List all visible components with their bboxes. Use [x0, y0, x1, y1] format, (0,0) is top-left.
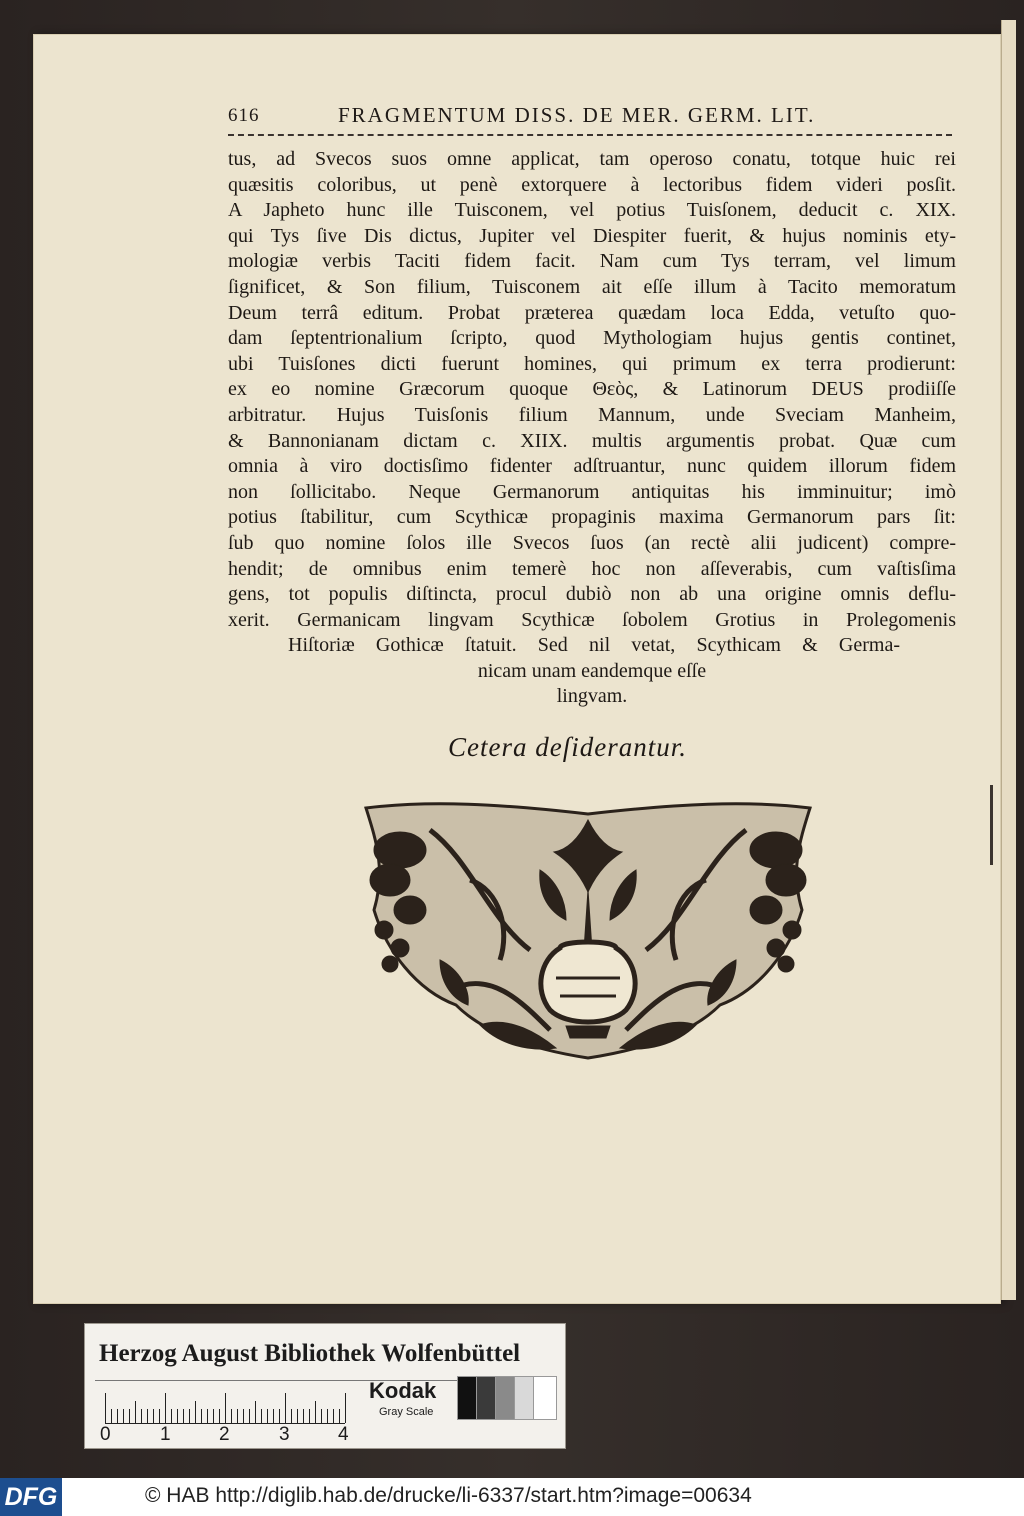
ruler-tick [219, 1409, 220, 1423]
text-line: lingvam. [556, 685, 628, 708]
text-line: & Bannonianam dictam c. XIIX. multis argumentis probat. Quæ cum [228, 429, 956, 452]
text-line: hendit; de omnibus enim temerè hoc non aſſeverabis, cum vaſtisſima [228, 557, 956, 580]
adjacent-page-edge [1001, 20, 1016, 1300]
ruler-tick [279, 1409, 280, 1423]
text-line: ſub quo nomine ſolos ille Svecos ſuos (an rectè alii judicent) compre- [228, 531, 956, 554]
text-line: Deum terrâ editum. Probat præterea quædam loca Edda, vetuſto quo- [228, 301, 956, 324]
header-rule [228, 134, 952, 136]
page-edge-shadow [990, 785, 993, 865]
woodcut-vase-flower-ornament-icon [360, 800, 816, 1062]
ruler-number: 4 [338, 1424, 349, 1445]
ruler-tick [345, 1393, 346, 1423]
ruler-tick [237, 1409, 238, 1423]
ruler-tick [147, 1409, 148, 1423]
ruler-number: 2 [219, 1424, 230, 1445]
ruler-tick [315, 1401, 316, 1423]
text-line: tus, ad Svecos suos omne applicat, tam operoso conatu, totque huic rei [228, 148, 956, 170]
ruler-tick [171, 1409, 172, 1423]
ruler-tick [255, 1401, 256, 1423]
page-number: 616 [228, 105, 260, 126]
ruler-tick [261, 1409, 262, 1423]
ruler-tick [105, 1393, 106, 1423]
ruler-tick [201, 1409, 202, 1423]
text-line: Hiſtoriæ Gothicæ ſtatuit. Sed nil vetat, Scythicam & Germa- [288, 634, 900, 657]
text-line: omnia à viro doctisſimo fidenter adſtruantur, nunc quidem illorum fidem [228, 455, 956, 478]
text-line: nicam unam eandemque eſſe [477, 659, 707, 682]
ruler-tick [231, 1409, 232, 1423]
ruler-tick [141, 1409, 142, 1423]
dfg-logo: DFG [0, 1478, 62, 1516]
ruler-tick [189, 1409, 190, 1423]
text-line: potius ſtabilitur, cum Scythicæ propaginis maxima Germanorum pars ſit: [228, 506, 956, 529]
text-line: ex eo nomine Græcorum quoque Θεὸς, & Latinorum DEUS prodiiſſe [228, 378, 956, 401]
ruler-tick [165, 1393, 166, 1423]
closing-note: Cetera deſiderantur. [448, 732, 687, 762]
running-head: FRAGMENTUM DISS. DE MER. GERM. LIT. [338, 103, 816, 127]
text-line: xerit. Germanicam lingvam Scythicæ ſobolem Grotius in Prolegomenis [228, 608, 956, 631]
ruler-tick [213, 1409, 214, 1423]
ruler-tick [225, 1393, 226, 1423]
ruler-tick [339, 1409, 340, 1423]
ruler-tick [153, 1409, 154, 1423]
ruler-tick [243, 1409, 244, 1423]
text-line: non ſollicitabo. Neque Germanorum antiquitas his imminuitur; imò [228, 480, 956, 503]
ruler-tick [195, 1401, 196, 1423]
ruler-tick [129, 1409, 130, 1423]
text-line: quæsitis coloribus, ut penè extorquere à lectoribus fidem videri posſit. [228, 173, 956, 196]
ruler-tick [303, 1409, 304, 1423]
ruler-tick [177, 1409, 178, 1423]
ruler-tick [183, 1409, 184, 1423]
ruler-tick [159, 1409, 160, 1423]
body-text [228, 147, 956, 710]
ruler-number: 3 [279, 1424, 290, 1445]
archive-color-card [84, 1323, 566, 1449]
copyright-credit: © HAB http://diglib.hab.de/drucke/li-6337/start.htm?image=00634 [145, 1484, 752, 1507]
ruler-tick [111, 1409, 112, 1423]
ruler-tick [249, 1409, 250, 1423]
text-line: dam ſeptentrionalium ſcripto, quod Mythologiam hujus gentis continet, [228, 327, 956, 350]
institution-name: Herzog August Bibliothek Wolfenbüttel [99, 1340, 521, 1367]
text-line: arbitratur. Hujus Tuisſonis filium Mannum, unde Sveciam Manheim, [228, 403, 956, 426]
text-line: ſignificet, & Son filium, Tuisconem ait eſſe illum à Tacito memoratum [228, 275, 956, 298]
ruler-tick [207, 1409, 208, 1423]
ruler-tick [285, 1393, 286, 1423]
text-line: mologiæ verbis Taciti fidem facit. Nam cum Tys terram, vel limum [228, 250, 956, 273]
text-line: qui Tys ſive Dis dictus, Jupiter vel Diespiter fuerit, & hujus nominis ety- [228, 224, 956, 247]
text-line: ubi Tuisſones dicti fuerunt homines, qui primum ex terra prodierunt: [228, 352, 956, 375]
ruler-tick [327, 1409, 328, 1423]
ruler-tick [309, 1409, 310, 1423]
ruler-tick [321, 1409, 322, 1423]
ruler-number: 1 [160, 1424, 171, 1445]
gray-scale-label: Gray Scale [379, 1406, 434, 1418]
kodak-logo: Kodak [369, 1378, 437, 1403]
ruler-tick [135, 1401, 136, 1423]
text-line: A Japheto hunc ille Tuisconem, vel potius Tuisſonem, deducit c. XIX. [228, 199, 956, 222]
ruler-tick [267, 1409, 268, 1423]
ruler-number: 0 [100, 1424, 111, 1445]
page-header [228, 103, 958, 133]
gray-patch [533, 1376, 557, 1420]
ruler-tick [333, 1409, 334, 1423]
ruler-tick [297, 1409, 298, 1423]
text-line: gens, tot populis diſtincta, procul dubiò non ab una origine omnis deflu- [228, 583, 956, 606]
ruler-tick [291, 1409, 292, 1423]
ruler-tick [123, 1409, 124, 1423]
ruler-tick [117, 1409, 118, 1423]
ruler-tick [273, 1409, 274, 1423]
